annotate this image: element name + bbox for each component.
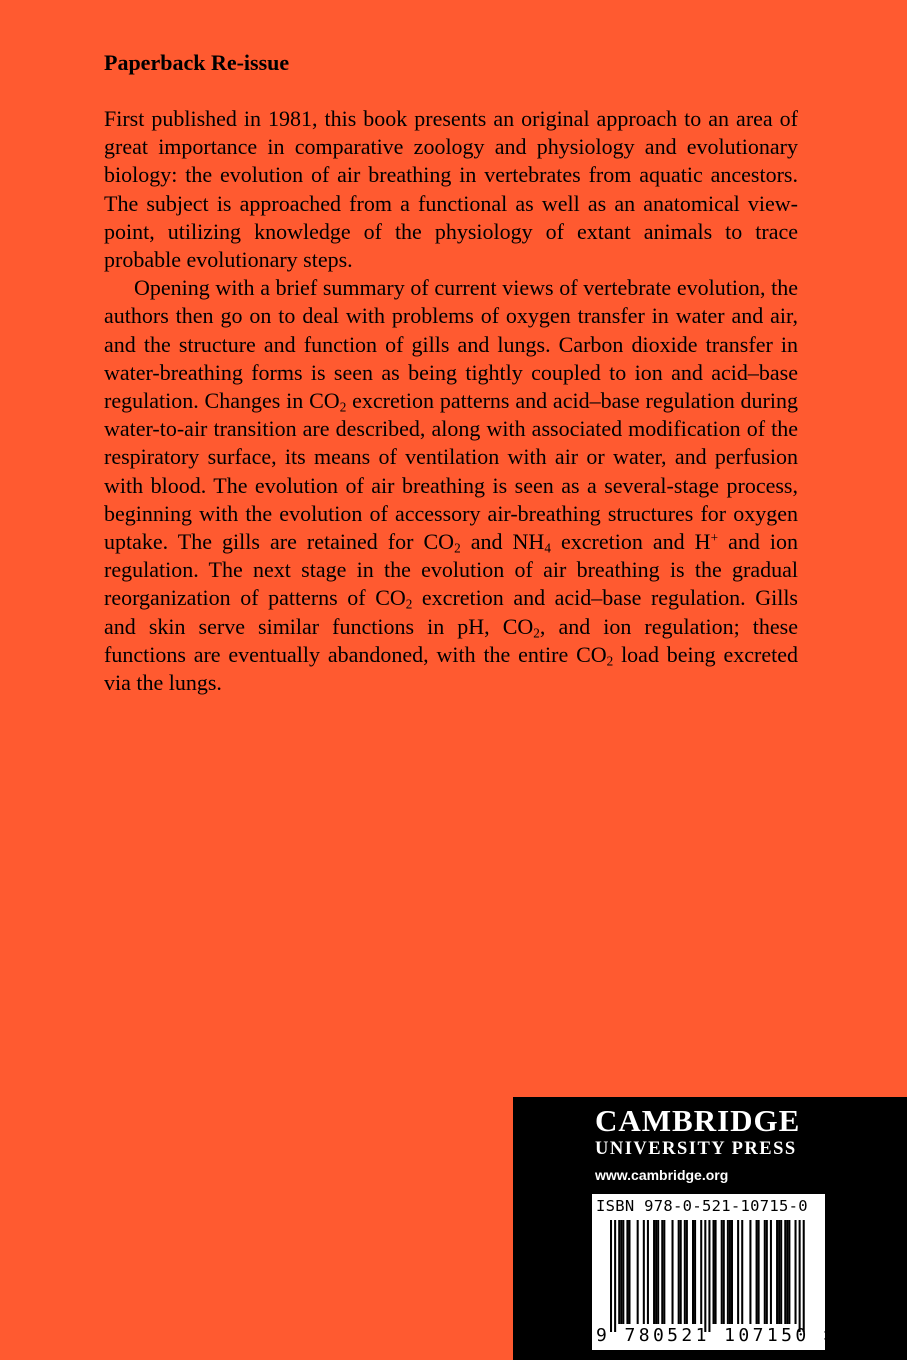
barcode-bar bbox=[780, 1220, 782, 1324]
barcode-bar bbox=[657, 1220, 659, 1324]
barcode-bar bbox=[700, 1220, 702, 1324]
barcode-bar bbox=[770, 1220, 772, 1324]
barcode-bar bbox=[655, 1220, 657, 1324]
barcode-bar bbox=[764, 1220, 766, 1324]
publisher-panel bbox=[513, 1097, 907, 1360]
barcode-bar bbox=[788, 1220, 790, 1324]
barcode-bar bbox=[628, 1220, 630, 1324]
barcode-bar bbox=[731, 1220, 733, 1324]
barcode-bar bbox=[614, 1220, 616, 1332]
barcode-bar bbox=[622, 1220, 624, 1324]
barcode-bar bbox=[776, 1220, 778, 1324]
barcode-bar bbox=[663, 1220, 665, 1324]
blurb bbox=[104, 105, 798, 697]
barcode-bar bbox=[756, 1220, 758, 1324]
barcode-bar bbox=[637, 1220, 639, 1324]
barcode-bar bbox=[684, 1220, 686, 1324]
barcode-bar bbox=[610, 1220, 612, 1332]
publisher-subtitle: UNIVERSITY PRESS bbox=[595, 1139, 797, 1159]
barcode-bar bbox=[778, 1220, 780, 1324]
isbn-label: ISBN 978-0-521-10715-0 bbox=[596, 1197, 808, 1215]
barcode-bar bbox=[661, 1220, 663, 1324]
barcode-bar bbox=[647, 1220, 649, 1324]
barcode-bar bbox=[784, 1220, 786, 1324]
barcode-bar bbox=[729, 1220, 731, 1324]
barcode-bar bbox=[704, 1220, 706, 1332]
barcode-bar bbox=[692, 1220, 694, 1324]
publisher-name: CAMBRIDGE bbox=[595, 1103, 801, 1138]
barcode-bar bbox=[713, 1220, 715, 1324]
paragraph-1: First published in 1981, this book presents an original approach to an area of great importance in comparative zoology and physiology and evolutionary biology: the evolution of air breathing in vertebrates from aquatic ancestors. The subject is approached from a functional as well as an anatomical view-point, utilizing knowledge of the physiology of extant animals to trace probable evolutionary steps. bbox=[104, 106, 798, 273]
barcode-bar bbox=[672, 1220, 674, 1324]
barcode-bar bbox=[694, 1220, 696, 1324]
barcode-bar bbox=[799, 1220, 801, 1332]
barcode-bar bbox=[803, 1220, 805, 1332]
barcode-bar bbox=[727, 1220, 729, 1324]
publisher-url: www.cambridge.org bbox=[595, 1167, 729, 1183]
barcode-bar bbox=[653, 1220, 655, 1324]
barcode-bar bbox=[758, 1220, 760, 1324]
paragraph-2: Opening with a brief summary of current views of vertebrate evolution, the authors then go on to deal with problems of oxygen transfer in water and air, and the structure and function of gills and lungs. Carbon dioxide transfer in water-breathing forms is seen as being tightly coupled to ion and acid–base regulation. Changes in $CO_2$ excretion patterns and acid–base regulation during water-to-air transition are described, along with associated modification of the respiratory surface, its means of ventilation with air or water, and perfusion with blood. The evolution of air breathing is seen as a several-stage process, beginning with the evolution of accessory air-breathing structures for oxygen uptake. The gills are retained for $CO_2$ and $NH_4$ excretion and H+ and ion regulation. The next stage in the evolution of air breathing is the gradual reorganization of patterns of $CO_2$ excretion and acid–base regulation. Gills and skin serve similar functions in pH, $CO_2$, and ion regulation; these functions are eventually abandoned, with the entire $CO_2$ load being excreted via the lungs. bbox=[104, 275, 798, 696]
barcode-bar bbox=[749, 1220, 751, 1324]
barcode-bar bbox=[741, 1220, 743, 1324]
barcode-bar bbox=[680, 1220, 682, 1324]
barcode-bar bbox=[626, 1220, 628, 1324]
barcode-bar bbox=[618, 1220, 620, 1324]
barcode-bar bbox=[737, 1220, 739, 1324]
barcode-bar bbox=[708, 1220, 710, 1332]
barcode-digits: 9 780521 107150 > bbox=[596, 1325, 839, 1346]
barcode-bar bbox=[723, 1220, 725, 1324]
barcode-bar bbox=[643, 1220, 645, 1324]
barcode-bar bbox=[678, 1220, 680, 1324]
barcode-bar bbox=[786, 1220, 788, 1324]
barcode-bar bbox=[795, 1220, 797, 1324]
barcode-bar bbox=[766, 1220, 768, 1324]
barcode-bar bbox=[686, 1220, 688, 1324]
heading: Paperback Re-issue bbox=[104, 50, 290, 75]
barcode-bar bbox=[715, 1220, 717, 1324]
barcode-bar bbox=[721, 1220, 723, 1324]
barcode-box bbox=[592, 1194, 839, 1350]
barcode-bar bbox=[620, 1220, 622, 1324]
